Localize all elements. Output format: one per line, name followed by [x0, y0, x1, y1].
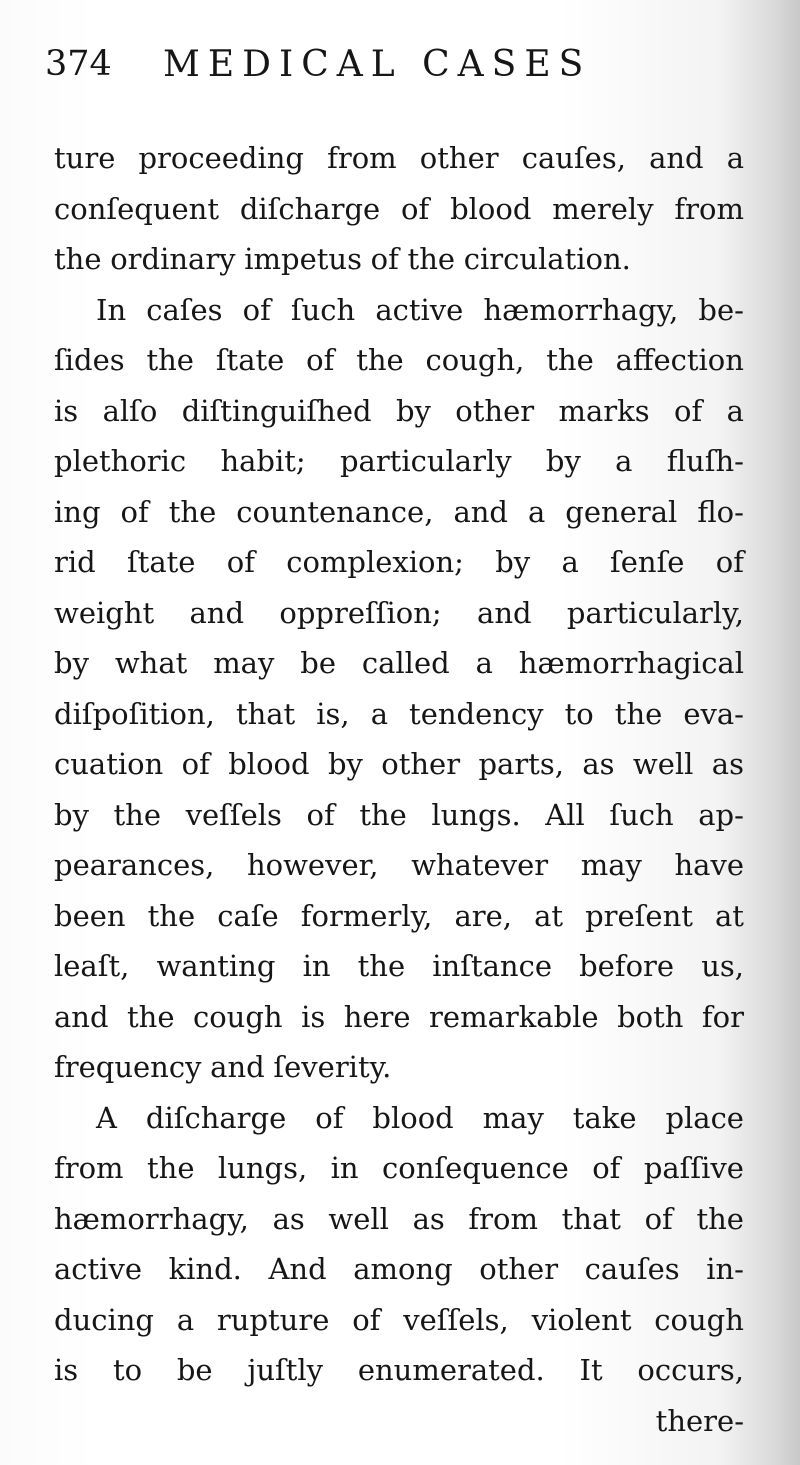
text-line [54, 133, 744, 184]
word: of [306, 797, 335, 832]
word: of [352, 1302, 381, 1337]
word: cauſes, [521, 141, 626, 175]
word: lungs. [431, 797, 521, 832]
word: cough, [425, 343, 525, 377]
text-line [54, 1042, 744, 1093]
word: of [715, 545, 744, 579]
word: and [54, 999, 109, 1034]
word: ing [54, 494, 101, 529]
text-line [54, 487, 744, 538]
text-line [54, 891, 744, 942]
word: lungs, [217, 1151, 308, 1185]
word: frequency [54, 1050, 202, 1084]
word: other [419, 141, 499, 175]
word: cough [192, 999, 283, 1034]
word: fluſh- [666, 444, 744, 478]
word: a [615, 444, 633, 478]
word: there- [655, 1403, 744, 1438]
word: ſenſe [610, 545, 685, 579]
word: ſeverity. [273, 1050, 392, 1084]
word: may [482, 1100, 544, 1135]
word: and [649, 141, 704, 175]
word: the [168, 494, 217, 529]
word: the [54, 242, 102, 276]
word: diſcharge [239, 191, 381, 226]
word: other [381, 747, 461, 781]
word: flo- [697, 494, 744, 529]
word: and [189, 595, 245, 630]
word: proceeding [138, 141, 305, 175]
word: diſcharge [145, 1100, 287, 1135]
word: the [359, 797, 407, 832]
word: plethoric [54, 444, 187, 478]
word: hæmorrhagical [518, 646, 744, 680]
word: and [477, 595, 532, 630]
text-line [54, 941, 744, 992]
text-line [54, 739, 744, 790]
word: the [113, 797, 162, 832]
word: cough [654, 1302, 744, 1337]
word: at [534, 898, 564, 933]
word: occurs, [637, 1353, 744, 1387]
word: by [54, 646, 89, 680]
word: habit; [220, 444, 306, 478]
word: pearances, [54, 848, 215, 882]
word: and [210, 1050, 265, 1084]
word: leaſt, [54, 949, 130, 983]
word: the [127, 999, 175, 1034]
word: remarkable [429, 999, 599, 1034]
running-head [45, 44, 745, 94]
word: the [146, 343, 194, 377]
text-line [54, 1295, 744, 1346]
text-line [54, 1093, 744, 1144]
word: called [361, 646, 450, 680]
text-line [54, 790, 744, 841]
text-line [54, 638, 744, 689]
word: wanting [156, 949, 276, 983]
text-line [54, 285, 744, 336]
word: to [112, 1353, 143, 1387]
word: tendency [409, 696, 544, 731]
word: conſequence [382, 1151, 569, 1185]
text-line [54, 184, 744, 235]
word: to [564, 696, 594, 731]
word: enumerated. [357, 1353, 545, 1387]
text-line [54, 588, 744, 639]
word: here [343, 999, 411, 1034]
catchword-line [54, 1396, 744, 1447]
word: ſuch [609, 797, 674, 832]
word: All [545, 797, 585, 832]
word: the [357, 949, 406, 983]
word: take [572, 1100, 637, 1135]
word: of [401, 191, 430, 226]
word: the [147, 898, 196, 933]
word: of [315, 1100, 344, 1135]
word: before [579, 949, 675, 983]
word: a [176, 1302, 195, 1337]
word: whatever [411, 848, 549, 882]
text-line [54, 386, 744, 437]
word: conſequent [54, 191, 220, 226]
word: a [726, 141, 744, 175]
word: by [545, 444, 581, 478]
text-line [54, 689, 744, 740]
text-line [54, 840, 744, 891]
running-title: MEDICAL CASES [163, 44, 592, 85]
word: ture [54, 141, 116, 175]
word: formerly, [300, 898, 433, 933]
word: from [54, 1151, 124, 1185]
text-line [54, 1244, 744, 1295]
word: weight [54, 595, 155, 630]
text-line [54, 1345, 744, 1396]
word: of [370, 242, 399, 276]
word: of [306, 343, 335, 377]
word: is [54, 393, 79, 428]
word: is [301, 999, 326, 1034]
word: blood [228, 747, 310, 781]
word: preſent [585, 898, 693, 933]
text-line [54, 1143, 744, 1194]
word: however, [246, 848, 379, 882]
word: alſo [102, 393, 158, 428]
word: affection [615, 343, 744, 377]
word: from [674, 191, 744, 226]
word: in [330, 1151, 359, 1185]
word: in- [706, 1252, 744, 1286]
word: by [54, 797, 89, 832]
word: may [213, 646, 275, 680]
word: oppreſſion; [279, 595, 442, 630]
text-line [54, 335, 744, 386]
word: among [353, 1252, 453, 1286]
word: well [328, 1201, 389, 1236]
word: It [579, 1353, 603, 1387]
word: from [327, 141, 397, 175]
word: for [701, 999, 744, 1034]
word: circulation. [463, 242, 631, 276]
word: violent [531, 1302, 632, 1337]
word: by [327, 747, 363, 781]
word: a [726, 393, 744, 428]
word: a [527, 494, 546, 529]
body-text [54, 133, 744, 1446]
word: in [302, 949, 331, 983]
word: of [592, 1151, 621, 1185]
word: complexion; [286, 545, 464, 579]
word: as [412, 1201, 445, 1236]
word: be [300, 646, 336, 680]
word: be- [698, 292, 744, 327]
word: ap- [698, 797, 744, 832]
word: In [96, 292, 127, 327]
word: rid [54, 545, 96, 579]
word: the [614, 696, 663, 731]
word: blood [450, 191, 532, 226]
word: juſtly [247, 1353, 324, 1387]
word: the [546, 343, 594, 377]
word: from [468, 1201, 538, 1236]
word: ſtate [126, 545, 196, 579]
text-line [54, 537, 744, 588]
word: parts, [478, 747, 564, 781]
word: paſſive [643, 1151, 744, 1185]
word: well [632, 747, 694, 781]
word: particularly, [566, 595, 744, 630]
word: ordinary [110, 242, 236, 276]
word: inſtance [432, 949, 552, 983]
word: particularly [339, 444, 512, 478]
word: diſtinguiſhed [181, 393, 372, 428]
word: as [711, 747, 744, 781]
word: both [617, 999, 684, 1034]
word: the [407, 242, 456, 276]
word: countenance, [236, 494, 434, 529]
word: A [96, 1100, 117, 1135]
word: diſpoſition, [54, 696, 215, 731]
word: at [715, 898, 744, 933]
word: marks [558, 393, 650, 428]
word: ſides [54, 343, 125, 377]
text-line [54, 1194, 744, 1245]
text-line [54, 234, 744, 285]
word: of [120, 494, 149, 529]
word: caſe [217, 898, 279, 933]
word: veſſels [185, 797, 282, 832]
word: may [580, 848, 642, 882]
word: ſtate [215, 343, 285, 377]
word: general [565, 494, 678, 529]
word: be [176, 1353, 213, 1387]
word: active [54, 1252, 143, 1286]
word: the [356, 343, 404, 377]
word: caſes [146, 292, 223, 327]
word: as [272, 1201, 305, 1236]
word: ducing [54, 1302, 154, 1337]
word: veſſels, [403, 1302, 509, 1337]
text-line [54, 992, 744, 1043]
word: hæmorrhagy, [54, 1201, 249, 1236]
word: kind. [168, 1252, 242, 1286]
word: merely [552, 191, 654, 226]
word: a [475, 646, 493, 680]
word: impetus [244, 242, 362, 276]
word: other [479, 1252, 559, 1286]
word: and [453, 494, 508, 529]
word: us, [701, 949, 744, 983]
word: hæmorrhagy, [483, 292, 679, 327]
word: as [582, 747, 615, 781]
word: that [561, 1201, 621, 1236]
word: by [495, 545, 531, 579]
word: eva- [683, 696, 744, 731]
word: have [674, 848, 744, 882]
word: of [226, 545, 255, 579]
text-line [54, 436, 744, 487]
word: is, [316, 696, 350, 731]
word: by [395, 393, 431, 428]
word: And [268, 1252, 327, 1286]
word: that [235, 696, 296, 731]
word: the [696, 1201, 744, 1236]
word: of [674, 393, 703, 428]
word: the [146, 1151, 195, 1185]
word: are, [454, 898, 512, 933]
word: cauſes [584, 1252, 680, 1286]
word: active [375, 292, 464, 327]
word: ſuch [290, 292, 356, 327]
page-number: 374 [45, 44, 112, 84]
word: place [665, 1100, 744, 1135]
word: of [181, 747, 210, 781]
word: a [561, 545, 579, 579]
word: been [54, 898, 126, 933]
word: what [114, 646, 188, 680]
word: of [242, 292, 271, 327]
word: of [644, 1201, 673, 1236]
word: cuation [54, 747, 164, 781]
word: is [54, 1353, 79, 1387]
word: blood [372, 1100, 454, 1135]
word: rupture [216, 1302, 330, 1337]
word: a [370, 696, 388, 731]
word: other [455, 393, 535, 428]
